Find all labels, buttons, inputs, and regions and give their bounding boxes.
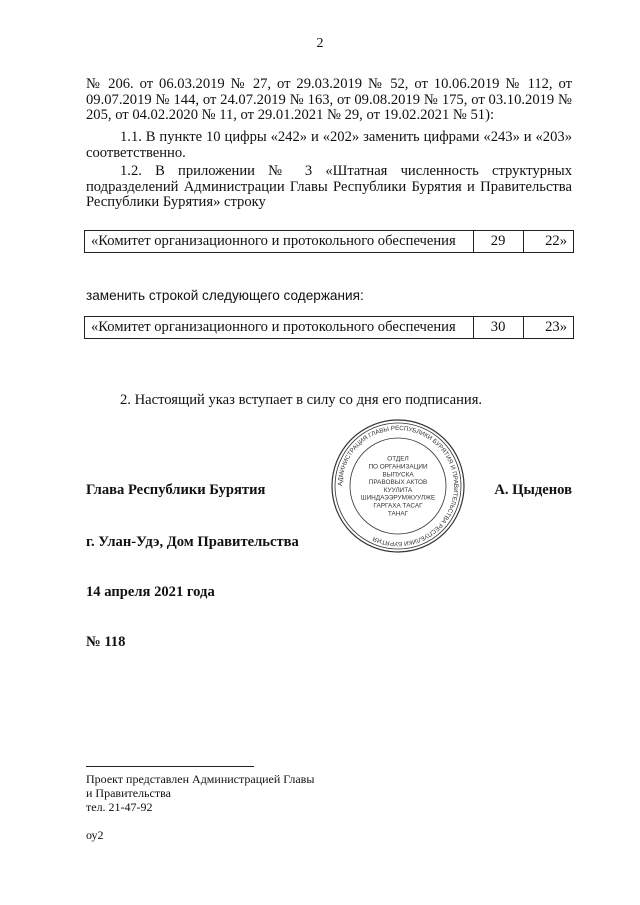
replace-instruction: заменить строкой следующего содержания: (86, 288, 364, 303)
footnote-divider (86, 766, 254, 767)
seal-center-line: ПО ОРГАНИЗАЦИИ (368, 463, 428, 471)
signatory-title: Глава Республики Бурятия (86, 482, 266, 498)
table-cell-name: «Комитет организационного и протокольного обеспечения (85, 231, 474, 253)
table-cell-name: «Комитет организационного и протокольного обеспечения (85, 317, 474, 339)
seal-center-line: ШИНДАЭЭРУМЖУУЛЖЕ (360, 494, 436, 502)
document-number: № 118 (86, 634, 126, 650)
signing-date: 14 апреля 2021 года (86, 584, 215, 600)
table-cell-value1: 29 (473, 231, 523, 253)
footnote-line-1: Проект представлен Администрацией Главы (86, 772, 315, 786)
seal-center-line: ВЫПУСКА (382, 471, 414, 479)
footnote-phone: тел. 21-47-92 (86, 800, 153, 814)
paragraph-1-2: 1.2. В приложении № 3 «Штатная численность структурных подразделений Администрации Главы Республики Бурятия и Правительства Республики Бурятия» строку (86, 163, 572, 210)
seal-ring-text: АДМИНИСТРАЦИЯ ГЛАВЫ РЕСПУБЛИКИ БУРЯТИЯ И ПРАВИТЕЛЬСТВА РЕСПУБЛИКИ БУРЯТИЯ (336, 424, 460, 548)
official-seal (330, 418, 466, 554)
paragraph-1-1: 1.1. В пункте 10 цифры «242» и «202» заменить цифрами «243» и «203» соответственно. (86, 129, 572, 161)
seal-center-line: ОТДЕЛ (387, 455, 409, 463)
seal-center-line: ГАРГАХА ТАСАГ (373, 502, 423, 510)
seal-center-line: ПРАВОВЫХ АКТОВ (368, 479, 428, 487)
table-row (85, 231, 574, 253)
footnote-code: оу2 (86, 828, 104, 842)
signatory-name: А. Цыденов (494, 482, 572, 498)
new-row-table (84, 316, 574, 339)
footnote-line-2: и Правительства (86, 786, 171, 800)
page-number: 2 (316, 36, 324, 51)
paragraph-2: 2. Настоящий указ вступает в силу со дня его подписания. (120, 392, 483, 408)
seal-center-line: ТАНАГ (387, 510, 409, 518)
table-cell-value1: 30 (473, 317, 523, 339)
old-row-table (84, 230, 574, 253)
table-row (85, 317, 574, 339)
signing-place: г. Улан-Удэ, Дом Правительства (86, 534, 299, 550)
table-cell-value2: 22» (523, 231, 573, 253)
seal-center-line: КУУЛИТА (383, 486, 413, 494)
table-cell-value2: 23» (523, 317, 573, 339)
paragraph-amendments-list: № 206. от 06.03.2019 № 27, от 29.03.2019 № 52, от 10.06.2019 № 112, от 09.07.2019 № 144, от 24.07.2019 № 163, от 09.08.2019 № 175, от 03.10.2019 № 205, от 04.02.2020 № 11, от 29.01.2021 № 29, от 19.02.2021 № 51): (86, 76, 572, 123)
